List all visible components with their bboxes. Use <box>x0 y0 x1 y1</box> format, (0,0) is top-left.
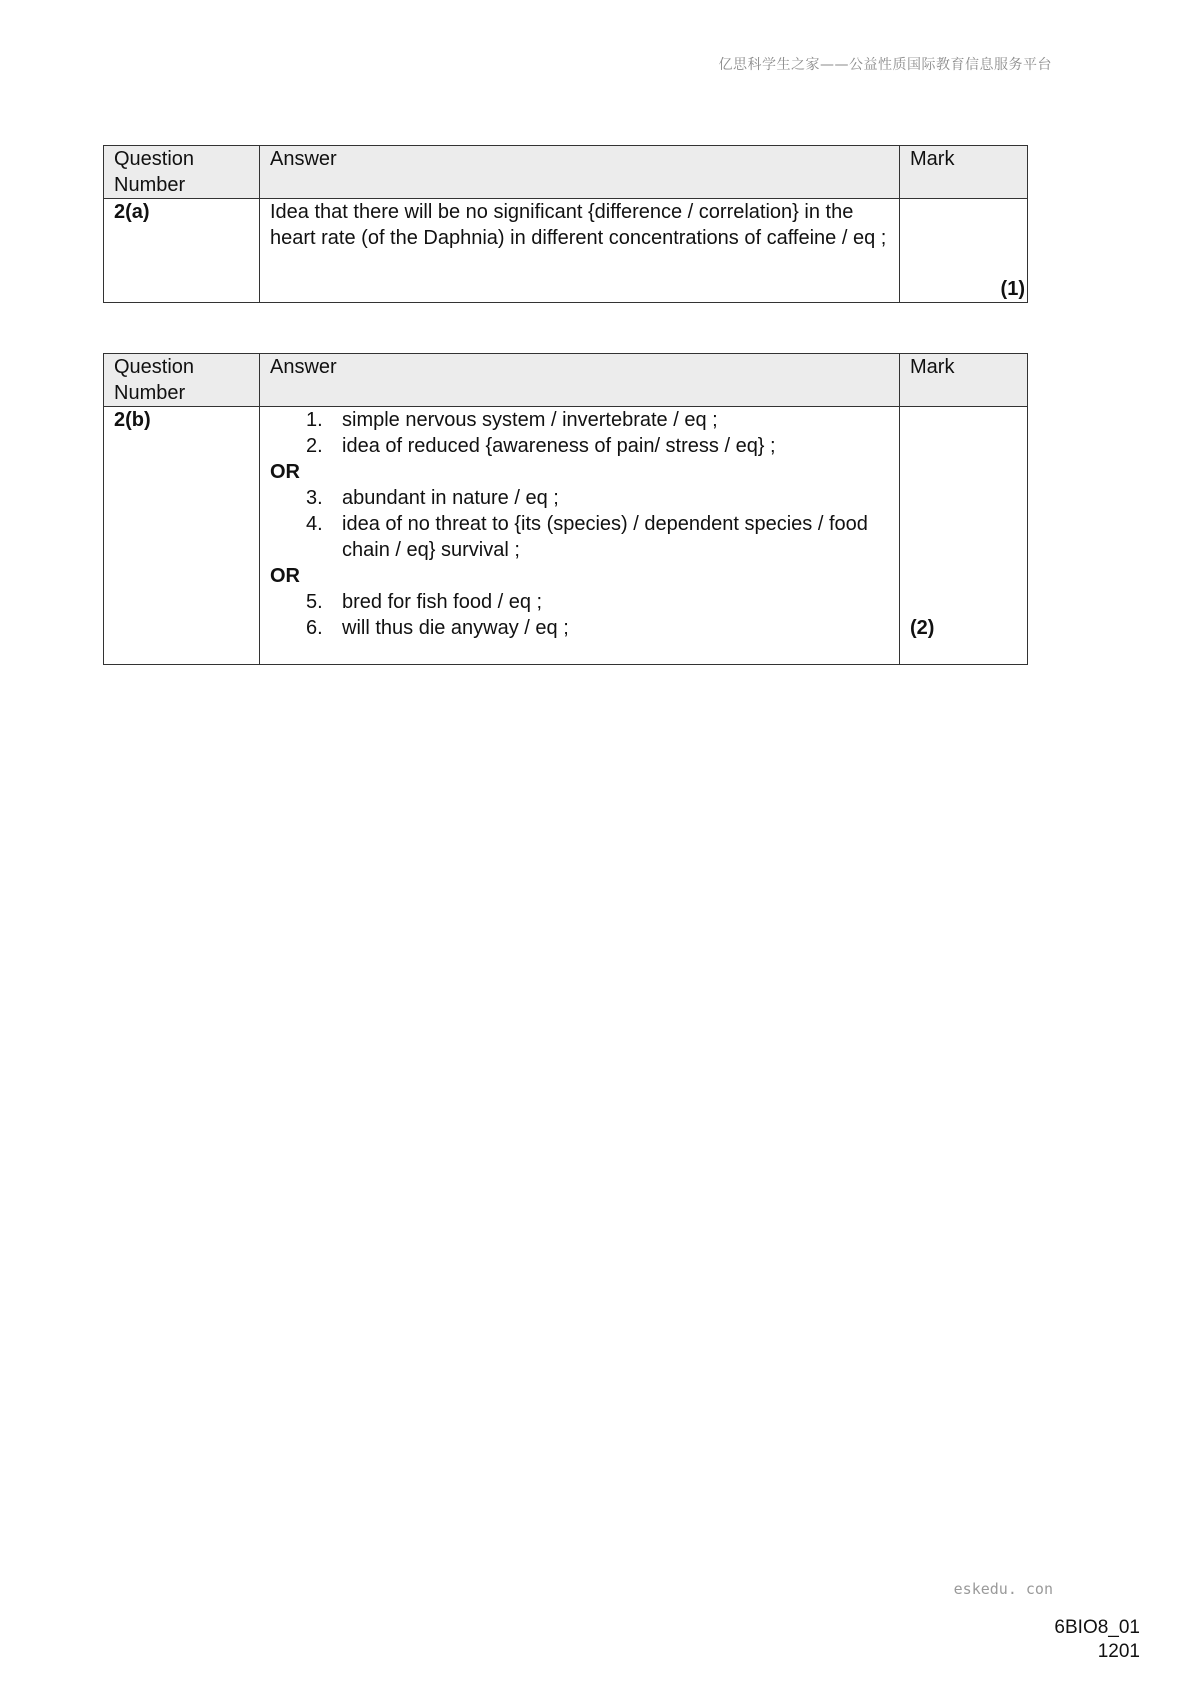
or-separator: OR <box>270 565 300 587</box>
paper-code: 6BIO8_01 <box>1054 1617 1140 1638</box>
header-answer: Answer <box>260 354 900 407</box>
answer-list <box>270 407 889 459</box>
mark-scheme-table-2b <box>103 353 1028 665</box>
table-row <box>104 199 1028 303</box>
table-row <box>104 407 1028 665</box>
question-number: 2(a) <box>104 199 260 303</box>
answer-item: 2. idea of reduced {awareness of pain/ stress / eq} ; <box>306 435 776 457</box>
answer-text: Idea that there will be no significant {difference / correlation} in the heart rate (of the Daphnia) in different concentrations of caffeine / eq ; <box>260 199 900 303</box>
question-number: 2(b) <box>104 407 260 665</box>
header-mark: Mark <box>900 354 1028 407</box>
answer-item: 5. bred for fish food / eq ; <box>306 591 543 613</box>
mark-value: (2) <box>910 617 935 639</box>
page-header: 亿思科学生之家——公益性质国际教育信息服务平台 <box>718 57 1052 73</box>
answer-cell <box>260 407 900 665</box>
header-answer: Answer <box>260 146 900 199</box>
answer-item: 6. will thus die anyway / eq ; <box>306 617 569 639</box>
header-question-number: Question Number <box>104 354 260 407</box>
table-header-row <box>104 146 1028 199</box>
paper-number: 1201 <box>1097 1641 1140 1662</box>
mark-scheme-table-2a <box>103 145 1028 303</box>
mark-cell <box>900 407 1028 665</box>
footer-paper-code <box>1054 1616 1140 1664</box>
answer-list <box>270 589 889 641</box>
mark-value: (1) <box>1000 278 1025 300</box>
or-separator: OR <box>270 461 300 483</box>
answer-item: 3. abundant in nature / eq ; <box>306 487 559 509</box>
table-header-row <box>104 354 1028 407</box>
header-mark: Mark <box>900 146 1028 199</box>
footer-site: eskedu. con <box>953 1580 1053 1598</box>
answer-item: 4. idea of no threat to {its (species) / dependent species / food chain / eq} survival ; <box>306 513 868 561</box>
header-question-number: Question Number <box>104 146 260 199</box>
answer-item: 1. simple nervous system / invertebrate / eq ; <box>306 409 718 431</box>
mark-cell <box>900 199 1028 303</box>
answer-list <box>270 485 889 563</box>
